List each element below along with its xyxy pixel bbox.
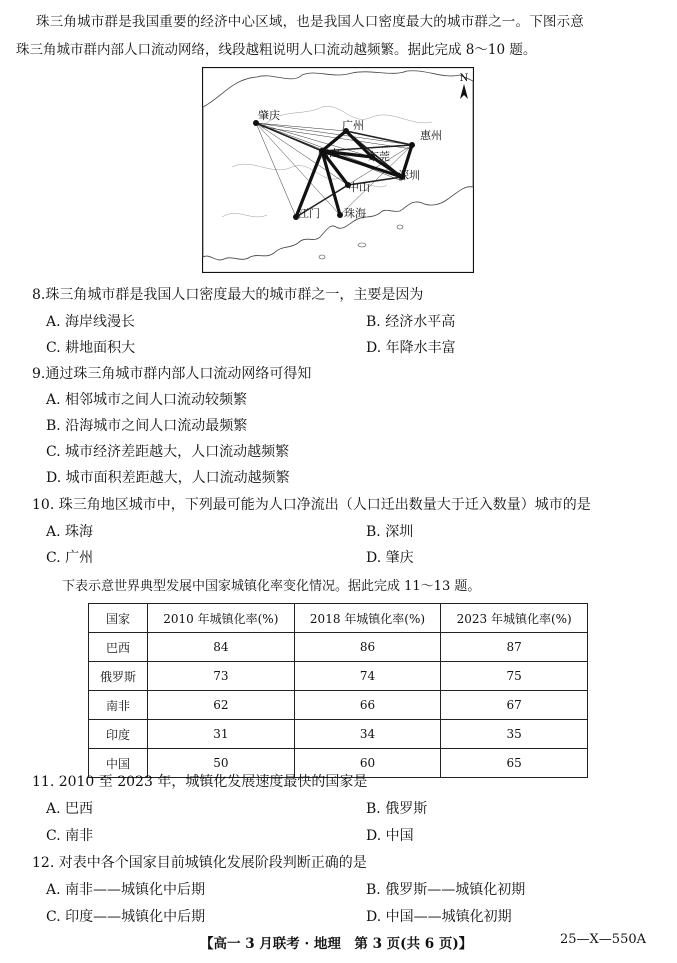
intro-table: 下表示意世界典型发展中国家城镇化率变化情况。据此完成 11～13 题。 (62, 579, 481, 594)
q8-option-a[interactable]: A. 海岸线漫长 (46, 314, 136, 330)
page-footer: 【高一 3 月联考 · 地理 第 3 页(共 6 页)】 (200, 936, 473, 952)
table-row (89, 720, 588, 749)
table-cell: 62 (148, 691, 295, 720)
island (358, 243, 366, 247)
city-label-guangzhou: 广州 (342, 119, 364, 132)
question-12-stem: 12. 对表中各个国家目前城镇化发展阶段判断正确的是 (32, 855, 367, 871)
table-cell: 87 (441, 633, 588, 662)
q8-option-b[interactable]: B. 经济水平高 (366, 314, 456, 330)
q11-option-c[interactable]: C. 南非 (46, 828, 94, 844)
city-label-shenzhen: 深圳 (398, 169, 420, 182)
island (397, 225, 403, 229)
table-cell: 南非 (89, 691, 148, 720)
city-label-zhuhai: 珠海 (344, 207, 366, 220)
table-cell: 86 (294, 633, 441, 662)
q9-option-b[interactable]: B. 沿海城市之间人口流动最频繁 (46, 418, 248, 434)
table-header-cell: 2018 年城镇化率(%) (294, 604, 441, 633)
q12-option-a[interactable]: A. 南非——城镇化中后期 (46, 882, 206, 898)
table-cell: 35 (441, 720, 588, 749)
q11-option-d[interactable]: D. 中国 (366, 828, 414, 844)
table-row (89, 662, 588, 691)
question-8-stem: 8.珠三角城市群是我国人口密度最大的城市群之一，主要是因为 (32, 287, 424, 303)
table-cell: 66 (294, 691, 441, 720)
city-dot-huizhou (409, 142, 415, 148)
city-label-zhaoqing: 肇庆 (258, 109, 280, 122)
q10-option-a[interactable]: A. 珠海 (46, 524, 94, 540)
q11-option-b[interactable]: B. 俄罗斯 (366, 801, 428, 817)
table-cell: 俄罗斯 (89, 662, 148, 691)
table-cell: 74 (294, 662, 441, 691)
intro-line-2: 珠三角城市群内部人口流动网络，线段越粗说明人口流动越频繁。据此完成 8～10 题。 (16, 42, 537, 58)
city-label-foshan: 佛山 (318, 147, 340, 160)
table-cell: 60 (294, 749, 441, 778)
urbanization-table (88, 603, 588, 778)
table-header-cell: 2010 年城镇化率(%) (148, 604, 295, 633)
intro-line-1: 珠三角城市群是我国重要的经济中心区域，也是我国人口密度最大的城市群之一。下图示意 (36, 14, 584, 30)
city-dot-zhuhai (337, 212, 343, 218)
table-cell: 84 (148, 633, 295, 662)
q10-option-c[interactable]: C. 广州 (46, 550, 94, 566)
north-label: N (459, 73, 469, 84)
q9-option-d[interactable]: D. 城市面积差距越大，人口流动越频繁 (46, 470, 290, 486)
q9-option-c[interactable]: C. 城市经济差距越大，人口流动越频繁 (46, 444, 290, 460)
table-cell: 巴西 (89, 633, 148, 662)
q8-option-d[interactable]: D. 年降水丰富 (366, 340, 456, 356)
table-cell: 73 (148, 662, 295, 691)
table-cell: 67 (441, 691, 588, 720)
table-header-cell: 国家 (89, 604, 148, 633)
table-row (89, 633, 588, 662)
question-10-stem: 10. 珠三角地区城市中，下列最可能为人口净流出（人口迁出数量大于迁入数量）城市的是 (32, 497, 591, 513)
paper-code: 25—X—550A (560, 932, 646, 947)
table-cell: 中国 (89, 749, 148, 778)
table-header-row (89, 604, 588, 633)
table-cell: 31 (148, 720, 295, 749)
table-cell: 65 (441, 749, 588, 778)
table-row (89, 691, 588, 720)
table-header-cell: 2023 年城镇化率(%) (441, 604, 588, 633)
q12-option-d[interactable]: D. 中国——城镇化初期 (366, 909, 512, 925)
q10-option-b[interactable]: B. 深圳 (366, 524, 414, 540)
table-cell: 50 (148, 749, 295, 778)
city-label-jiangmen: 江门 (298, 207, 320, 220)
city-label-huizhou: 惠州 (420, 129, 442, 142)
table-cell: 34 (294, 720, 441, 749)
q12-option-c[interactable]: C. 印度——城镇化中后期 (46, 909, 206, 925)
island (319, 255, 325, 259)
question-9-stem: 9.通过珠三角城市群内部人口流动网络可得知 (32, 366, 312, 382)
city-label-zhongshan: 中山 (348, 181, 370, 194)
q11-option-a[interactable]: A. 巴西 (46, 801, 94, 817)
q8-option-c[interactable]: C. 耕地面积大 (46, 340, 136, 356)
q10-option-d[interactable]: D. 肇庆 (366, 550, 414, 566)
table-cell: 印度 (89, 720, 148, 749)
q12-option-b[interactable]: B. 俄罗斯——城镇化初期 (366, 882, 526, 898)
city-label-dongguan: 东莞 (368, 150, 390, 163)
question-11-stem: 11. 2010 至 2023 年，城镇化发展速度最快的国家是 (32, 774, 368, 790)
q9-option-a[interactable]: A. 相邻城市之间人口流动较频繁 (46, 392, 248, 408)
population-flow-map (202, 67, 474, 273)
table-cell: 75 (441, 662, 588, 691)
